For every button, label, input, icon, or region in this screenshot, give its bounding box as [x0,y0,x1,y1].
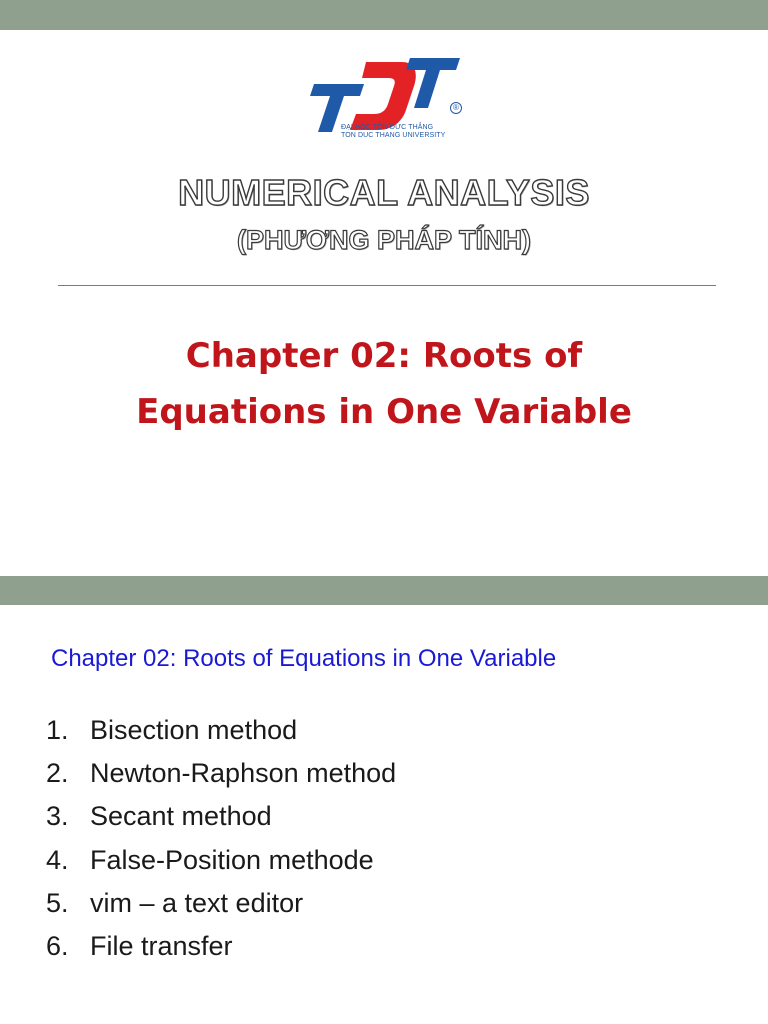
list-item-number: 5. [46,887,69,918]
slide-header-bar [0,576,768,605]
university-logo [306,52,466,144]
list-item-number: 3. [46,801,69,832]
outline-slide [0,576,768,1024]
list-item-number: 1. [46,715,69,745]
course-subtitle: (PHƯƠNG PHÁP TÍNH) [237,225,531,255]
logo-subtitle-vietnamese: ĐẠI HỌC TÔN ĐỨC THẮNG [341,124,434,131]
list-item-label: Bisection method [90,715,298,745]
registered-mark: ® [450,102,462,114]
title-divider [58,285,716,286]
list-item [46,882,396,925]
list-item-number: 4. [46,844,69,875]
list-item [46,839,396,882]
course-title: NUMERICAL ANALYSIS [178,172,590,213]
list-item [46,709,396,752]
list-item [46,752,396,795]
logo-subtitle-english: TON DUC THANG UNIVERSITY [341,132,446,139]
chapter-title-line-2: Equations in One Variable [136,392,632,432]
list-item-number: 6. [46,931,69,962]
slide-header-bar [0,0,768,30]
list-item-label: False-Position methode [90,844,374,875]
chapter-title-line-1: Chapter 02: Roots of [185,336,583,376]
outline-heading: Chapter 02: Roots of Equations in One Variable [51,645,557,672]
list-item-label: vim – a text editor [90,887,304,918]
list-item-label: File transfer [90,931,233,962]
method-list [46,709,396,968]
chapter-title [0,328,768,440]
list-item-label: Secant method [90,801,272,832]
list-item [46,795,396,838]
list-item-number: 2. [46,758,69,789]
list-item-label: Newton-Raphson method [90,758,397,789]
list-item [46,925,396,968]
